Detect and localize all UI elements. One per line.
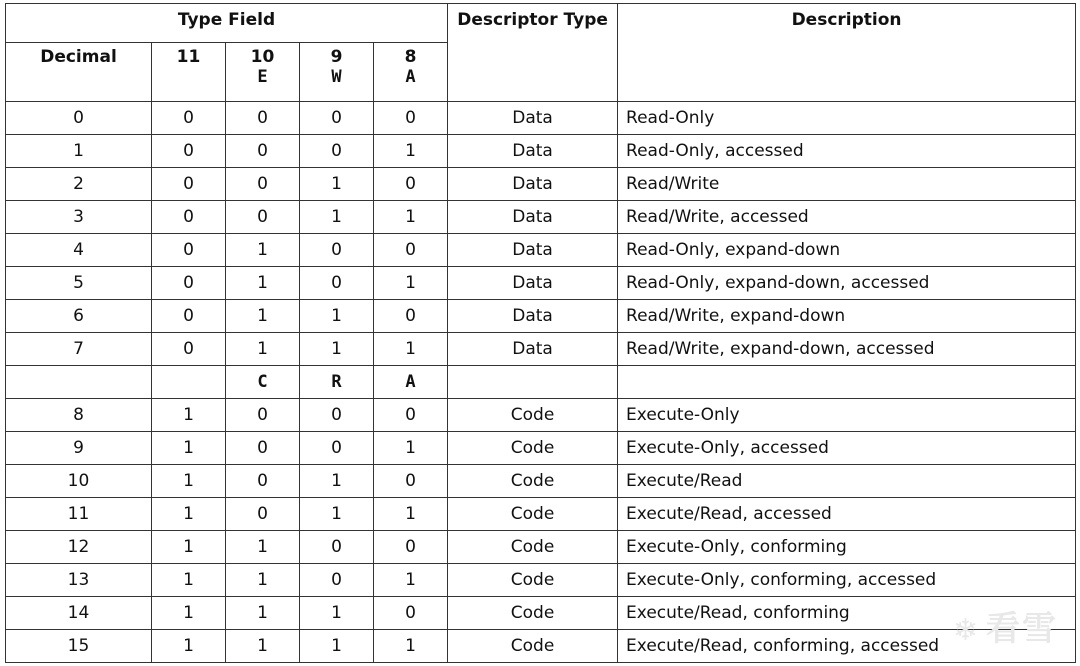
- cell-b9: 1: [300, 465, 374, 498]
- cell-b11: 1: [152, 432, 226, 465]
- cell-type: Data: [448, 234, 618, 267]
- cell-desc: Read/Write: [618, 168, 1076, 201]
- bit-number: 10: [250, 47, 275, 67]
- cell-b10: 0: [226, 432, 300, 465]
- bit-8-header: [374, 43, 448, 102]
- bit-10-header: [226, 43, 300, 102]
- cell-dec: 5: [6, 267, 152, 300]
- code-subheader-row: [6, 366, 1076, 399]
- table-cell: [6, 366, 152, 399]
- cell-desc: Execute-Only, conforming: [618, 531, 1076, 564]
- table-row: [6, 234, 1076, 267]
- cell-dec: 3: [6, 201, 152, 234]
- cell-b8: 1: [374, 498, 448, 531]
- cell-b8: 0: [374, 399, 448, 432]
- cell-dec: 15: [6, 630, 152, 663]
- cell-b11: 1: [152, 498, 226, 531]
- cell-dec: 0: [6, 102, 152, 135]
- descriptor-type-header: Descriptor Type: [448, 4, 618, 102]
- cell-b8: 0: [374, 597, 448, 630]
- snowflake-icon: ❄: [952, 613, 980, 648]
- cell-b8: 1: [374, 201, 448, 234]
- cell-desc: Execute-Only, accessed: [618, 432, 1076, 465]
- table-cell: [618, 366, 1076, 399]
- cell-type: Data: [448, 201, 618, 234]
- cell-b10: 1: [226, 234, 300, 267]
- cell-dec: 13: [6, 564, 152, 597]
- cell-b9: 1: [300, 333, 374, 366]
- cell-type: Code: [448, 630, 618, 663]
- watermark: [953, 601, 1058, 650]
- table-row: [6, 333, 1076, 366]
- cell-b10: 1: [226, 300, 300, 333]
- cell-b10: 1: [226, 564, 300, 597]
- cell-b11: 0: [152, 201, 226, 234]
- bit-11-header: [152, 43, 226, 102]
- code-flag-c: C: [226, 366, 300, 399]
- cell-b11: 0: [152, 300, 226, 333]
- cell-b11: 0: [152, 267, 226, 300]
- cell-b8: 1: [374, 564, 448, 597]
- cell-type: Code: [448, 432, 618, 465]
- cell-type: Data: [448, 267, 618, 300]
- cell-b9: 1: [300, 597, 374, 630]
- cell-b10: 1: [226, 630, 300, 663]
- cell-b10: 0: [226, 399, 300, 432]
- bit-flag: W: [331, 67, 342, 87]
- cell-desc: Read/Write, expand-down: [618, 300, 1076, 333]
- cell-b9: 0: [300, 234, 374, 267]
- cell-b11: 1: [152, 399, 226, 432]
- cell-b11: 0: [152, 102, 226, 135]
- table-row: [6, 399, 1076, 432]
- cell-type: Code: [448, 531, 618, 564]
- table-row: [6, 498, 1076, 531]
- cell-b8: 1: [374, 267, 448, 300]
- table-row: [6, 630, 1076, 663]
- cell-desc: Execute/Read, accessed: [618, 498, 1076, 531]
- cell-type: Data: [448, 102, 618, 135]
- cell-type: Code: [448, 498, 618, 531]
- cell-b9: 0: [300, 135, 374, 168]
- table-row: [6, 168, 1076, 201]
- cell-b9: 0: [300, 267, 374, 300]
- table-row: [6, 531, 1076, 564]
- cell-b10: 1: [226, 597, 300, 630]
- bit-number: 8: [404, 47, 417, 67]
- cell-dec: 1: [6, 135, 152, 168]
- cell-b9: 0: [300, 399, 374, 432]
- cell-b8: 0: [374, 168, 448, 201]
- watermark-text: 看雪: [986, 609, 1058, 649]
- bit-flag: E: [257, 67, 268, 87]
- cell-b11: 1: [152, 630, 226, 663]
- cell-b9: 1: [300, 168, 374, 201]
- cell-dec: 2: [6, 168, 152, 201]
- table-row: [6, 102, 1076, 135]
- cell-b8: 0: [374, 300, 448, 333]
- cell-b8: 1: [374, 432, 448, 465]
- table-cell: [152, 366, 226, 399]
- cell-b11: 1: [152, 465, 226, 498]
- bit-9-header: [300, 43, 374, 102]
- description-header: Description: [618, 4, 1076, 102]
- table-row: [6, 300, 1076, 333]
- cell-dec: 4: [6, 234, 152, 267]
- cell-desc: Read-Only: [618, 102, 1076, 135]
- data-segment-rows: [6, 102, 1076, 366]
- bit-number: 9: [330, 47, 343, 67]
- cell-b8: 1: [374, 630, 448, 663]
- cell-b8: 0: [374, 465, 448, 498]
- cell-desc: Execute/Read, conforming, accessed: [618, 630, 1076, 663]
- cell-b11: 1: [152, 597, 226, 630]
- cell-dec: 12: [6, 531, 152, 564]
- cell-b10: 1: [226, 267, 300, 300]
- cell-dec: 6: [6, 300, 152, 333]
- cell-b10: 0: [226, 168, 300, 201]
- bit-flag: A: [405, 67, 416, 87]
- cell-type: Code: [448, 597, 618, 630]
- cell-desc: Read/Write, expand-down, accessed: [618, 333, 1076, 366]
- cell-b10: 0: [226, 102, 300, 135]
- cell-dec: 9: [6, 432, 152, 465]
- cell-b11: 0: [152, 333, 226, 366]
- bit-number: 11: [176, 47, 201, 67]
- cell-b8: 1: [374, 333, 448, 366]
- cell-desc: Execute/Read, conforming: [618, 597, 1076, 630]
- cell-b10: 0: [226, 201, 300, 234]
- cell-b8: 1: [374, 135, 448, 168]
- table-row: [6, 201, 1076, 234]
- cell-desc: Execute-Only, conforming, accessed: [618, 564, 1076, 597]
- cell-b8: 0: [374, 531, 448, 564]
- cell-desc: Read/Write, accessed: [618, 201, 1076, 234]
- cell-desc: Read-Only, accessed: [618, 135, 1076, 168]
- code-segment-rows: [6, 399, 1076, 663]
- cell-type: Code: [448, 465, 618, 498]
- table-row: [6, 432, 1076, 465]
- cell-b10: 0: [226, 465, 300, 498]
- cell-desc: Execute/Read: [618, 465, 1076, 498]
- cell-b10: 0: [226, 135, 300, 168]
- cell-type: Data: [448, 135, 618, 168]
- cell-b10: 1: [226, 531, 300, 564]
- cell-b9: 0: [300, 564, 374, 597]
- cell-desc: Read-Only, expand-down, accessed: [618, 267, 1076, 300]
- cell-dec: 8: [6, 399, 152, 432]
- cell-b8: 0: [374, 102, 448, 135]
- cell-b9: 1: [300, 201, 374, 234]
- cell-type: Code: [448, 399, 618, 432]
- cell-b9: 1: [300, 630, 374, 663]
- cell-b9: 1: [300, 498, 374, 531]
- cell-dec: 14: [6, 597, 152, 630]
- decimal-header: Decimal: [6, 43, 152, 102]
- code-subheader-body: [6, 366, 1076, 399]
- cell-b11: 0: [152, 234, 226, 267]
- segment-type-table: [5, 3, 1076, 663]
- cell-dec: 10: [6, 465, 152, 498]
- type-field-header: Type Field: [6, 4, 448, 43]
- cell-type: Data: [448, 300, 618, 333]
- table-row: [6, 465, 1076, 498]
- cell-b11: 1: [152, 564, 226, 597]
- cell-type: Data: [448, 168, 618, 201]
- cell-type: Code: [448, 564, 618, 597]
- table-row: [6, 267, 1076, 300]
- table-row: [6, 135, 1076, 168]
- cell-desc: Execute-Only: [618, 399, 1076, 432]
- cell-b8: 0: [374, 234, 448, 267]
- cell-type: Data: [448, 333, 618, 366]
- cell-b10: 1: [226, 333, 300, 366]
- cell-desc: Read-Only, expand-down: [618, 234, 1076, 267]
- cell-dec: 11: [6, 498, 152, 531]
- cell-b9: 0: [300, 102, 374, 135]
- cell-b9: 0: [300, 531, 374, 564]
- code-flag-a: A: [374, 366, 448, 399]
- table-row: [6, 564, 1076, 597]
- cell-b11: 0: [152, 135, 226, 168]
- cell-b11: 0: [152, 168, 226, 201]
- table-row: [6, 597, 1076, 630]
- cell-b9: 1: [300, 300, 374, 333]
- cell-b11: 1: [152, 531, 226, 564]
- cell-b9: 0: [300, 432, 374, 465]
- cell-b10: 0: [226, 498, 300, 531]
- code-flag-r: R: [300, 366, 374, 399]
- table-cell: [448, 366, 618, 399]
- cell-dec: 7: [6, 333, 152, 366]
